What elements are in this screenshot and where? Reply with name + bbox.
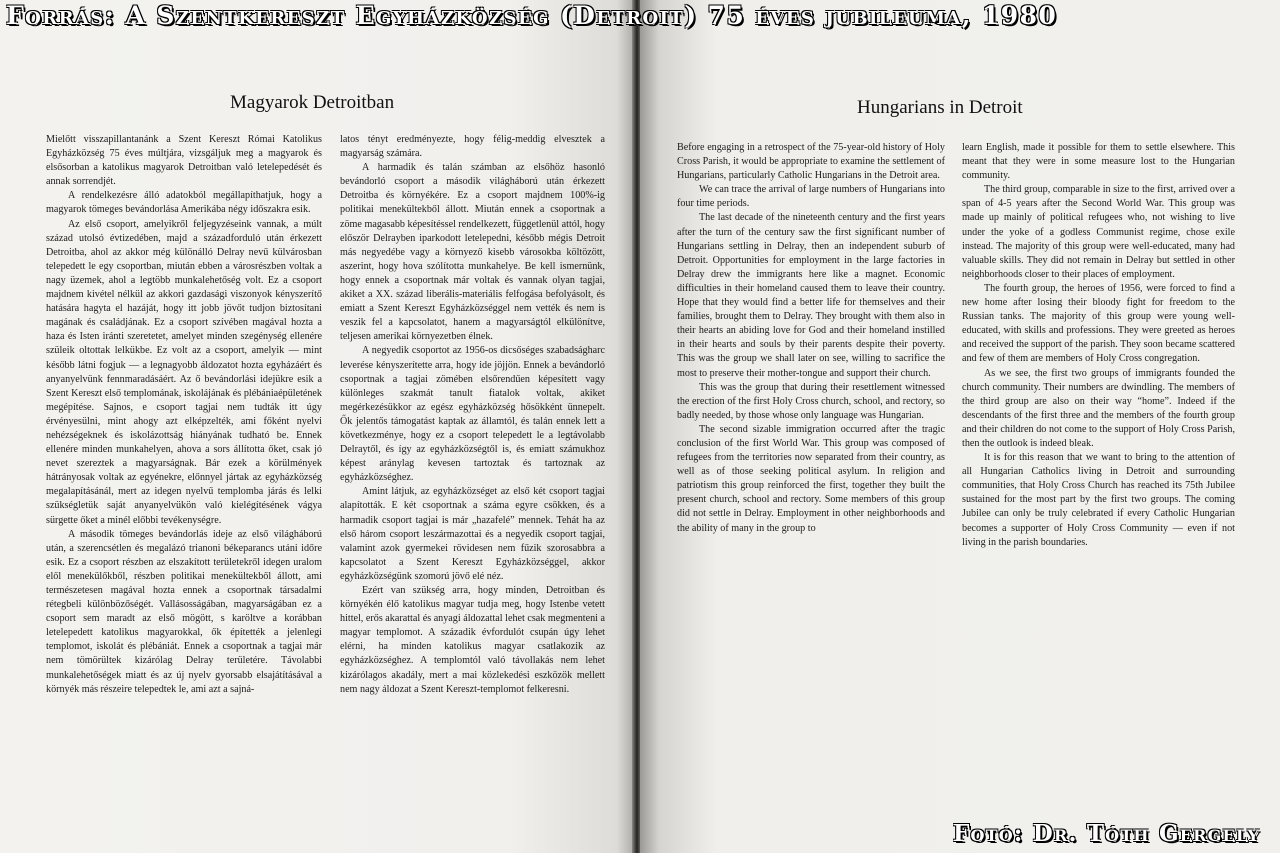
paragraph: learn English, made it possible for them to settle elsewhere. This meant that they were in some measure lost to the Hungarian community. [962,142,1235,182]
paragraph: Ezért van szükség arra, hogy minden, Detroitban és környékén élő katolikus magyar tudja meg, hogy Istenbe vetett hittel, erős akarattal és anyagi áldozattal lehet csak megmenteni a magyar templomot. A századik évfordulót csupán úgy lehet elérni, ha minden katolikus magyar csatlakozik az egyházközséghez. A templomtól való távollakás nem lehet kizárólagos akadály, mert a mai közlekedési eszközök mellett nem nagy áldozat a Szent Kereszt-templomot felkeresni. [340,585,605,695]
paragraph: As we see, the first two groups of immigrants founded the church community. Their numbers are dwindling. The members of the third group are also on their way “home”. Indeed if the descendants of the first three and the members of the fourth group and their children do not come to the support of Holy Cross Parish, then the outlook is indeed bleak. [962,367,1235,449]
paragraph: A rendelkezésre álló adatokból megállapíthatjuk, hogy a magyarok tömeges bevándorlása Amerikába négy időszakra esik. [46,190,322,216]
page-title-hungarian: Magyarok Detroitban [230,92,395,113]
page-title-english: Hungarians in Detroit [857,97,1023,118]
paragraph: Mielőtt visszapillantanánk a Szent Kereszt Római Katolikus Egyházközség 75 éves múltjára, vizsgáljuk meg a magyarok és elsősorban a katolikus magyarok Detroitban való letelepedését és annak sorrendjét. [46,134,322,188]
english-column-2 [962,141,1235,550]
photo-credit: Fotó: Dr. Tóth Gergely [953,820,1260,847]
paragraph: It is for this reason that we want to bring to the attention of all Hungarian Catholics living in Detroit and surrounding communities, that Holy Cross Church has reached its 75th Jubilee sustained for the most part by the first two groups. The coming Jubilee can only be truly celebrated if every Catholic Hungarian becomes a supporter of Holy Cross Community — even if not living in the parish boundaries. [962,452,1235,548]
paragraph: The last decade of the nineteenth century and the first years after the turn of the century saw the first significant number of Hungarians settling in Delray, then an independent suburb of Detroit. Opportunities for employment in the large factories in Delray drew the immigrants here like a magnet. Economic difficulties in their homeland caused them to leave their country. Hope that they would find a better life for themselves and their families, brought them to Delray. They brought with them also in their hearts an abiding love for God and their homeland instilled in their hearts and souls by their parents despite their poverty. This was the group we shall later on see, willing to sacrifice the most to preserve their mother-tongue and support their church. [677,212,945,379]
hungarian-column-1 [46,133,322,697]
paragraph: latos tényt eredményezte, hogy félig-meddig elvesztek a magyarság számára. [340,134,605,160]
paragraph: This was the group that during their resettlement witnessed the erection of the first Holy Cross church, school, and rectory, so badly needed, by those whose only language was Hungarian. [677,381,945,421]
paragraph: The third group, comparable in size to the first, arrived over a span of 4-5 years after the Second World War. This group was made up mainly of political refugees who, not wishing to live under the yoke of a godless Communist regime, chose exile instead. The majority of this group were well-educated, many had valuable skills. They did not remain in Delray but settled in other neighborhoods closer to their places of employment. [962,184,1235,280]
paragraph: Az első csoport, amelyikről feljegyzéseink vannak, a múlt század utolsó évtizedében, majd a századforduló után érkezett Detroitba, ahol az akkor még különálló Delray nevű külvárosban telepedett le egy csoportban, miután ebben a városrészben voltak a nagy üzemek, ahol a legtöbb munkalehetőség volt. Ez a csoport majdnem kivétel nélkül az akkori gazdasági viszonyok kényszerítő hatására hagyta el hazáját, hogy itt jobb jövőt tudjon biztosítani magának és családjának. Ez a csoport szívében magával hozta a haza és Isten iránti szeretetet, amelyet minden szegénység ellenére szüleik oltottak lelkükbe. Ez volt az a csoport, amelyik — mint később látni fogjuk — a legnagyobb áldozatot hozta egyházáért és anyanyelvünk fennmaradásáért. Az ő bevándorlási idejükre esik a Szent Kereszt első templomának, iskolájának és plébániaépületének megépítése. Sajnos, e csoport tagjai nem tudták itt úgy érvényesülni, mint ahogy azt elképzelték, ami főként nyelvi nehézségeknek és iskolázottság hiányának tudható be. Ennek ellenére minden munkahelyen, ahova a sors állította őket, csak jó nevet szereztek a magyarságnak. Bár ezek a körülmények hátrányosak voltak az egyénekre, előnnyel jártak az egyházközség megalapításánál, mert az idegen nyelvű templomba járás és lelki szükségletük saját anyanyelvükön való kielégítésének vágya sürgette őket a minél előbbi tevékenységre. [46,218,322,526]
source-banner: Forrás: A Szentkereszt Egyházközség (Detroit) 75 éves jubileuma, 1980 [6,1,1058,30]
english-column-1 [677,141,945,536]
paragraph: We can trace the arrival of large numbers of Hungarians into four time periods. [677,184,945,210]
hungarian-column-2 [340,133,605,697]
paragraph: A második tömeges bevándorlás ideje az első világháború után, a szerencsétlen és megalázó trianoni békeparancs utáni időre esik. Ez a csoport részben az elszakított területekről idegen uralom elől menekülőkből, részben politikai menekültekből állott, ami természetesen magával hozta ennek a csoportnak társadalmi rétegbeli különbözőségét. Vallásosságában, magyarságában ez a csoport sem maradt az első mögött, s karöltve a korábban letelepedett katolikus magyarokkal, ők építették a jelenlegi templomot, iskolát és plébániát. Ennek a csoportnak a tagjai már nem tömörültek kizárólag Delray területére. Távolabbi munkalehetőségek miatt és az új nyelv gyorsabb elsajátításával a környék más részeire telepedtek le, ami azt a sajná- [46,528,322,695]
paragraph: A harmadik és talán számban az elsőhöz hasonló bevándorló csoport a második világháború után érkezett Detroitba és környékére. Ez a csoport majdnem 100%-ig politikai menekültekből állott. Miután ennek a csoportnak a zöme magasabb képesítéssel rendelkezett, függetlenül attól, hogy először Delrayben iparkodott letelepedni, később mégis Detroit más negyedébe vagy a környező kisebb városokba költözött, aszerint, hogy hova szólította munkahelye. Be kell ismernünk, hogy ennek a csoportnak már voltak és vannak olyan tagjai, akiket a XX. század liberális-materiális felfogása befolyásolt, és emiatt a Szent Kereszt Egyházközséggel nem vették és nem is veszik fel a kapcsolatot, hanem a magyarságtól elkülönítve, teljesen amerikai környezetben élnek. [340,162,605,343]
left-page [0,0,636,853]
paragraph: Amint látjuk, az egyházközséget az első két csoport tagjai alapították. E két csoportnak a száma egyre csökken, és a harmadik csoport tagjai is már „hazafelé” mennek. Tehát ha az első három csoport leszármazottai és a negyedik csoport tagjai, valamint azok gyermekei rövidesen nem fűzik szorosabbra a kapcsolatot a Szent Kereszt Egyházközséggel, akkor egyházközségünk szomorú jövő elé néz. [340,486,605,582]
paragraph: A negyedik csoportot az 1956-os dicsőséges szabadságharc leverése kényszerítette arra, hogy ide jöjjön. Ennek a bevándorló csoportnak a tagjai zömében elsőrendűen képesített vagy különleges szakmát tanult fiatalok voltak, akiket megérkezésükkor az egész egyházközség hősökként ünnepelt. Ők jelentős támogatást kaptak az államtól, és talán ennek lett a következménye, hogy ez a csoport telepedett le a legtávolabb Delraytől, és így az egyházközségtől is, és emiatt számukhoz képest aránylag kevesen tartoztak és tartoznak az egyházközséghez. [340,345,605,484]
paragraph: The fourth group, the heroes of 1956, were forced to find a new home after losing their bloody fight for freedom to the Russian tanks. The majority of this group were young well-educated, with skills and professions. They were greeted as heroes and received the support of the parish. They soon became scattered and few of them are members of Holy Cross congregation. [962,282,1235,365]
paragraph: The second sizable immigration occurred after the tragic conclusion of the first World War. This group was composed of refugees from the territories now separated from their country, as well as of those seeking political asylum. In religion and patriotism this group reinforced the first, together they built the present church, school and rectory. Some members of this group did not settle in Delray. Employment in other neighborhoods and the ability of many in the group to [677,423,945,534]
paragraph: Before engaging in a retrospect of the 75-year-old history of Holy Cross Parish, it would be appropriate to examine the settlement of Hungarians, particularly Catholic Hungarians in the Detroit area. [677,142,945,182]
